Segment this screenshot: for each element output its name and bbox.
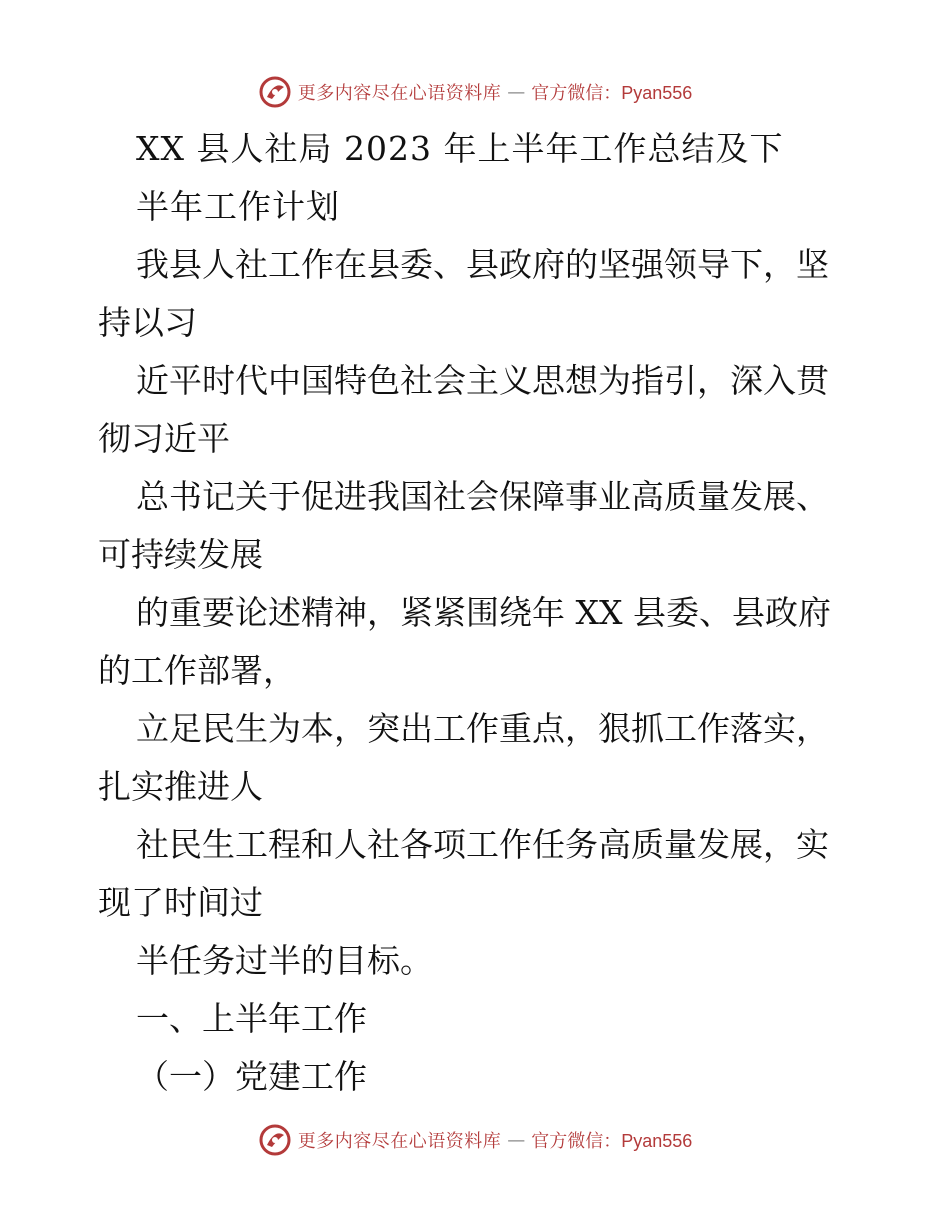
banner-dash: — — [507, 81, 526, 103]
doc-line: 扎实推进人 — [98, 767, 263, 806]
doc-line: 近平时代中国特色社会主义思想为指引，深入贯 — [136, 361, 829, 400]
brand-text: 更多内容尽在心语资料库 — [297, 83, 502, 104]
doc-line: 半任务过半的目标。 — [136, 941, 433, 980]
doc-line: 我县人社工作在县委、县政府的坚强领导下，坚 — [136, 245, 829, 284]
doc-line: 现了时间过 — [98, 883, 263, 922]
doc-title-line-2: 半年工作计划 — [136, 187, 340, 226]
brand-logo-icon — [258, 75, 292, 109]
doc-line: 持以习 — [98, 303, 197, 342]
doc-line: 社民生工程和人社各项工作任务高质量发展，实 — [136, 825, 829, 864]
doc-line: 总书记关于促进我国社会保障事业高质量发展、 — [136, 477, 829, 516]
doc-line: （一）党建工作 — [136, 1057, 367, 1096]
doc-line: 一、上半年工作 — [136, 999, 367, 1038]
wechat-contact: 官方微信：Pyan556 — [531, 83, 693, 103]
header-watermark-banner — [0, 72, 950, 112]
doc-line: 的工作部署， — [98, 651, 296, 690]
doc-paragraphs — [0, 236, 950, 1106]
brand-text: 更多内容尽在心语资料库 — [297, 1131, 502, 1152]
doc-line: 彻习近平 — [98, 419, 230, 458]
doc-line: 的重要论述精神，紧紧围绕年 XX 县委、县政府 — [136, 593, 831, 632]
doc-line: 可持续发展 — [98, 535, 263, 574]
document-body — [0, 120, 950, 1106]
doc-title-line-1: XX 县人社局 2023 年上半年工作总结及下 — [136, 129, 784, 168]
wechat-contact: 官方微信：Pyan556 — [531, 1131, 693, 1151]
banner-dash: — — [507, 1129, 526, 1151]
brand-logo-icon — [258, 1123, 292, 1157]
footer-watermark-banner — [0, 1120, 950, 1160]
doc-line: 立足民生为本，突出工作重点，狠抓工作落实， — [136, 709, 829, 748]
